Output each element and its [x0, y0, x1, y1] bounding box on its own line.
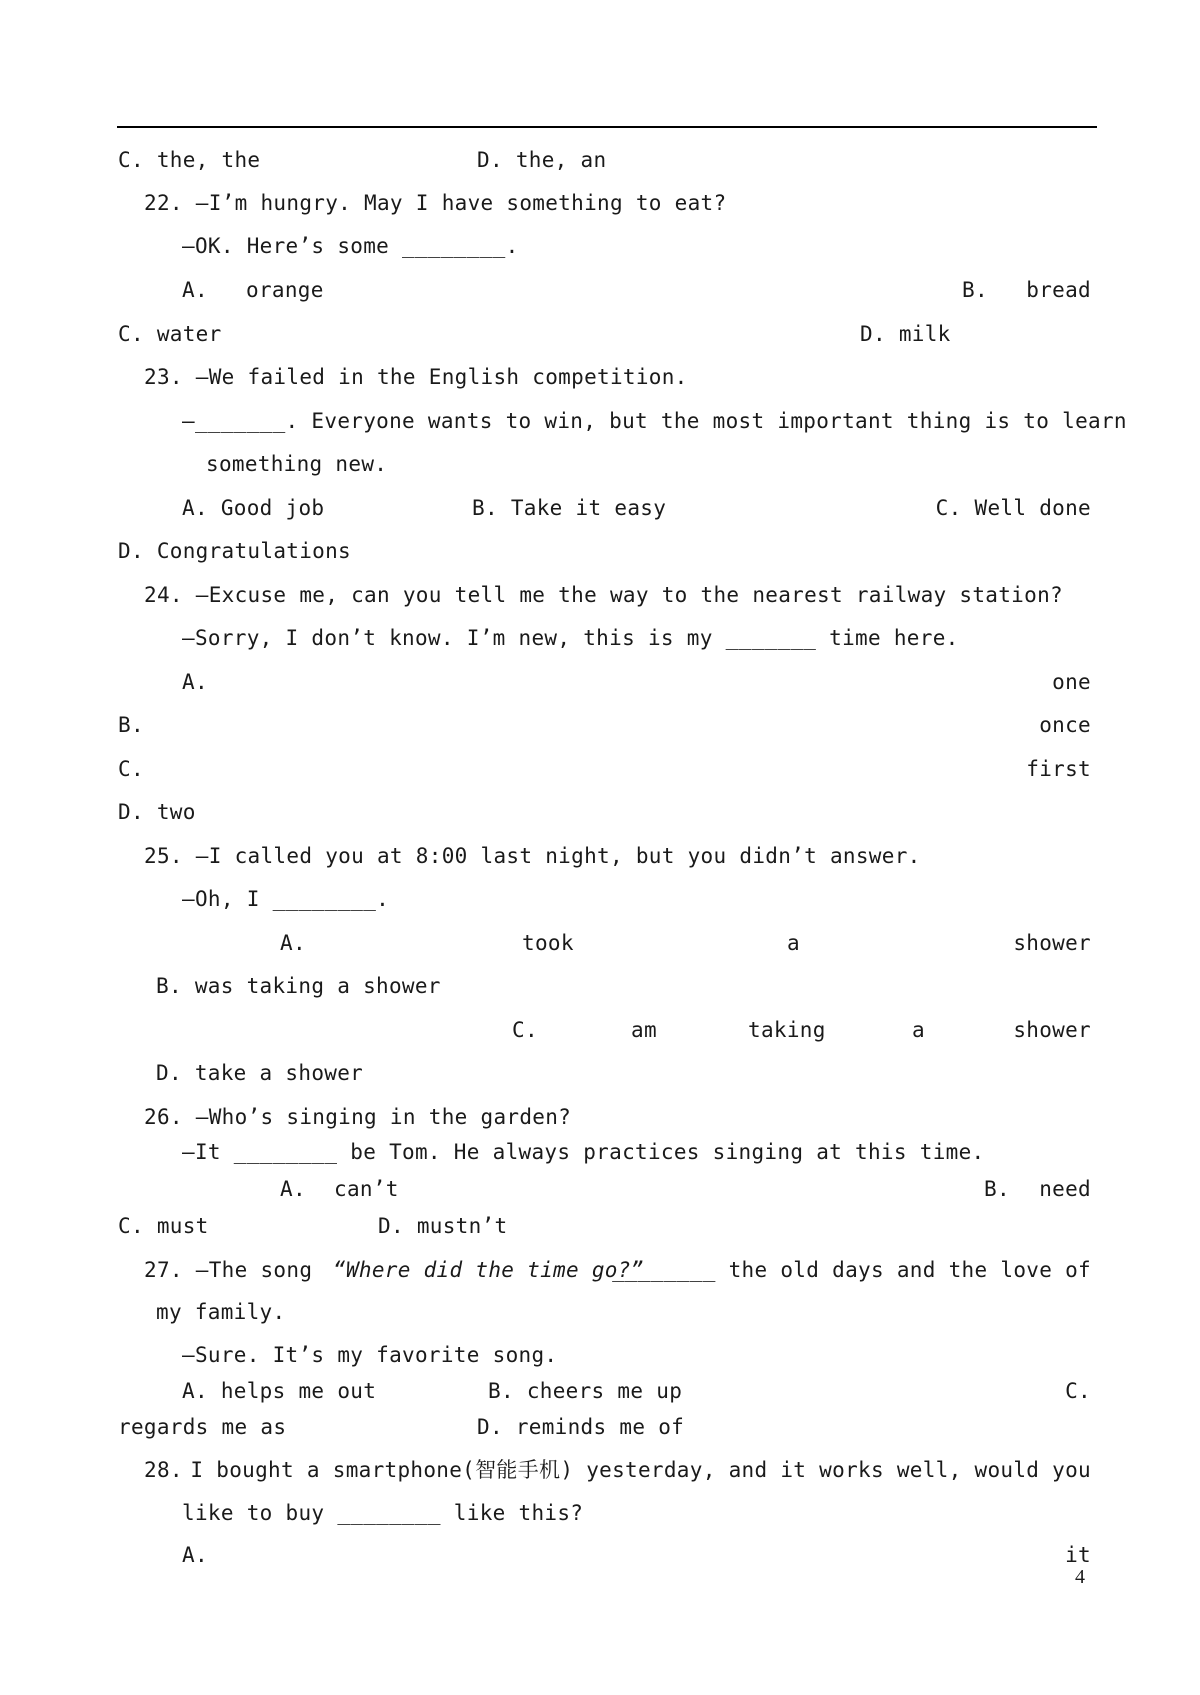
option-a-word: a [787, 931, 800, 955]
option-b: B. was taking a shower [156, 974, 441, 998]
option-b-text: need [1039, 1177, 1091, 1201]
question-stem-cont: my family. [156, 1300, 286, 1324]
option-b-letter: B. [962, 278, 988, 302]
option-b-letter: B. [118, 713, 144, 737]
option-c-word: shower [1013, 1018, 1091, 1042]
option-a-letter: A. [280, 1177, 306, 1201]
question-stem-end: ________ the old days and the love of [612, 1258, 1091, 1282]
question-reply: —OK. Here’s some ________. [182, 234, 519, 258]
option-b-text: bread [1026, 278, 1091, 302]
question-reply: —_______. Everyone wants to win, but the most important thing is to learn [182, 409, 1127, 433]
option-a-letter: A. [182, 1543, 208, 1567]
option-a-word: shower [1013, 931, 1091, 955]
option-b: B. Take it easy [472, 496, 667, 520]
option-c: C. water [118, 322, 222, 346]
option-d: D. take a shower [156, 1061, 364, 1085]
question-reply: —It ________ be Tom. He always practices singing at this time. [182, 1140, 985, 1164]
question-reply-cont: something new. [206, 452, 388, 476]
option-b-text: once [1039, 713, 1091, 737]
question-reply: —Sure. It’s my favorite song. [182, 1343, 558, 1367]
option-c-word: C. [512, 1018, 538, 1042]
question-stem: I bought a smartphone(智能手机) yesterday, and it works well, would you [190, 1458, 1091, 1482]
option-c-word: taking [748, 1018, 826, 1042]
option-a-letter: A. [182, 670, 208, 694]
question-stem: 25. —I called you at 8:00 last night, but you didn’t answer. [144, 844, 921, 868]
option-c-word: a [912, 1018, 925, 1042]
question-stem: 22. —I’m hungry. May I have something to eat? [144, 191, 727, 215]
option-c-text: regards me as [118, 1415, 287, 1439]
option-d: D. two [118, 800, 196, 824]
option-a-text: it [1065, 1543, 1091, 1567]
question-stem-cont: like to buy ________ like this? [182, 1501, 584, 1525]
option-c-letter: C. [1065, 1379, 1091, 1403]
option-d: D. reminds me of [477, 1415, 685, 1439]
option-a: A. helps me out [182, 1379, 377, 1403]
song-title: “Where did the time go?” [333, 1258, 644, 1282]
question-stem: 24. —Excuse me, can you tell me the way to the nearest railway station? [144, 583, 1063, 607]
option-a-letter: A. [182, 278, 208, 302]
option-c: C. must [118, 1214, 209, 1238]
option-a-word: took [522, 931, 574, 955]
option-d: D. Congratulations [118, 539, 351, 563]
question-stem: 23. —We failed in the English competition. [144, 365, 688, 389]
question-reply: —Sorry, I don’t know. I’m new, this is my _______ time here. [182, 626, 959, 650]
page-number: 4 [1075, 1566, 1086, 1588]
option-a-word: A. [280, 931, 306, 955]
option-b: B. cheers me up [488, 1379, 683, 1403]
option-c-word: am [631, 1018, 657, 1042]
option-a-text: orange [246, 278, 324, 302]
option-b-letter: B. [984, 1177, 1010, 1201]
option-c-letter: C. [118, 757, 144, 781]
question-reply: —Oh, I ________. [182, 887, 390, 911]
option-d: D. milk [860, 322, 951, 346]
option-a-text: one [1052, 670, 1091, 694]
header-rule [117, 126, 1097, 128]
option-c: C. the, the [118, 148, 261, 172]
option-d: D. the, an [477, 148, 607, 172]
question-number: 28. [144, 1458, 183, 1482]
option-d: D. mustn’t [378, 1214, 508, 1238]
question-stem: 26. —Who’s singing in the garden? [144, 1105, 572, 1129]
option-a-text: can’t [334, 1177, 399, 1201]
option-c-text: first [1026, 757, 1091, 781]
option-c: C. Well done [935, 496, 1091, 520]
option-a: A. Good job [182, 496, 325, 520]
question-stem-start: 27. —The song [144, 1258, 313, 1282]
